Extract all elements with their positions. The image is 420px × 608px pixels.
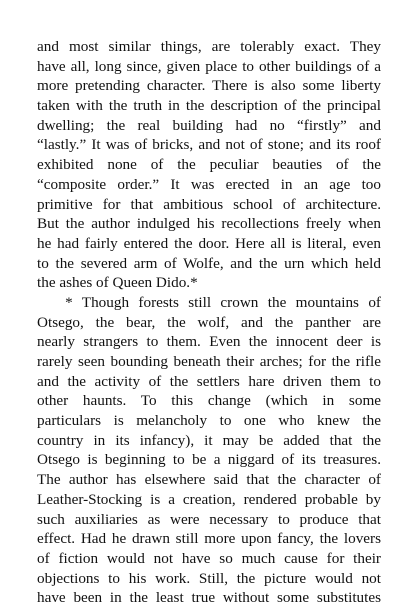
text-line: The author has elsewhere said that the character of [37, 471, 381, 489]
footnote-line: country in its infancy), it may be added that the [37, 431, 381, 449]
text-line: to the severed arm of Wolfe, and the urn which held [37, 254, 381, 272]
text-line: But the author indulged his recollections freely when [37, 215, 381, 233]
footnote-line: Otsego is beginning to be a niggard of its treasures. [37, 451, 381, 469]
text-line: he had fairly entered the door. Here all is literal, even [37, 234, 381, 252]
footnote-line: other haunts. To this change (which in some [37, 392, 381, 410]
text-line: more pretending character. There is also some liberty [37, 77, 381, 95]
footnote-line: and the activity of the settlers hare driven them to [37, 372, 381, 390]
footnote-line: rarely seen bounding beneath their arches; for the rifle [37, 353, 381, 370]
document-page [37, 37, 381, 608]
text-line: taken with the truth in the description of the principal [37, 97, 381, 115]
text-line: dwelling; the real building had no “firstly” and [37, 116, 381, 134]
text-line: objections to his work. Still, the picture would not [37, 569, 381, 587]
text-line: such auxiliaries as were necessary to produce that [37, 510, 381, 528]
footnote-line: nearly strangers to them. Even the innocent deer is [37, 333, 381, 351]
footnote-line: * Though forests still crown the mountains of [37, 293, 381, 311]
text-line: effect. Had he drawn still more upon fancy, the lovers [37, 530, 381, 548]
text-line: and most similar things, are tolerably exact. They [37, 38, 381, 55]
text-line: “lastly.” It was of bricks, and not of stone; and its roof [37, 136, 381, 154]
text-line: the ashes of Queen Dido.* [37, 274, 198, 292]
text-line: have all, long since, given place to other buildings of a [37, 57, 381, 75]
text-line: primitive for that ambitious school of architecture. [37, 195, 381, 213]
footnote-line: particulars is melancholy to one who knew the [37, 412, 381, 430]
text-line: “composite order.” It was erected in an age too [37, 175, 381, 193]
body-text [37, 37, 381, 608]
text-line: of fiction would not have so much cause for their [37, 549, 381, 567]
text-line: have been in the least true without some substitutes [37, 589, 381, 607]
text-line: exhibited none of the peculiar beauties of the [37, 156, 381, 174]
footnote-line: Otsego, the bear, the wolf, and the panther are [37, 313, 381, 331]
text-line: Leather-Stocking is a creation, rendered probable by [37, 490, 381, 508]
